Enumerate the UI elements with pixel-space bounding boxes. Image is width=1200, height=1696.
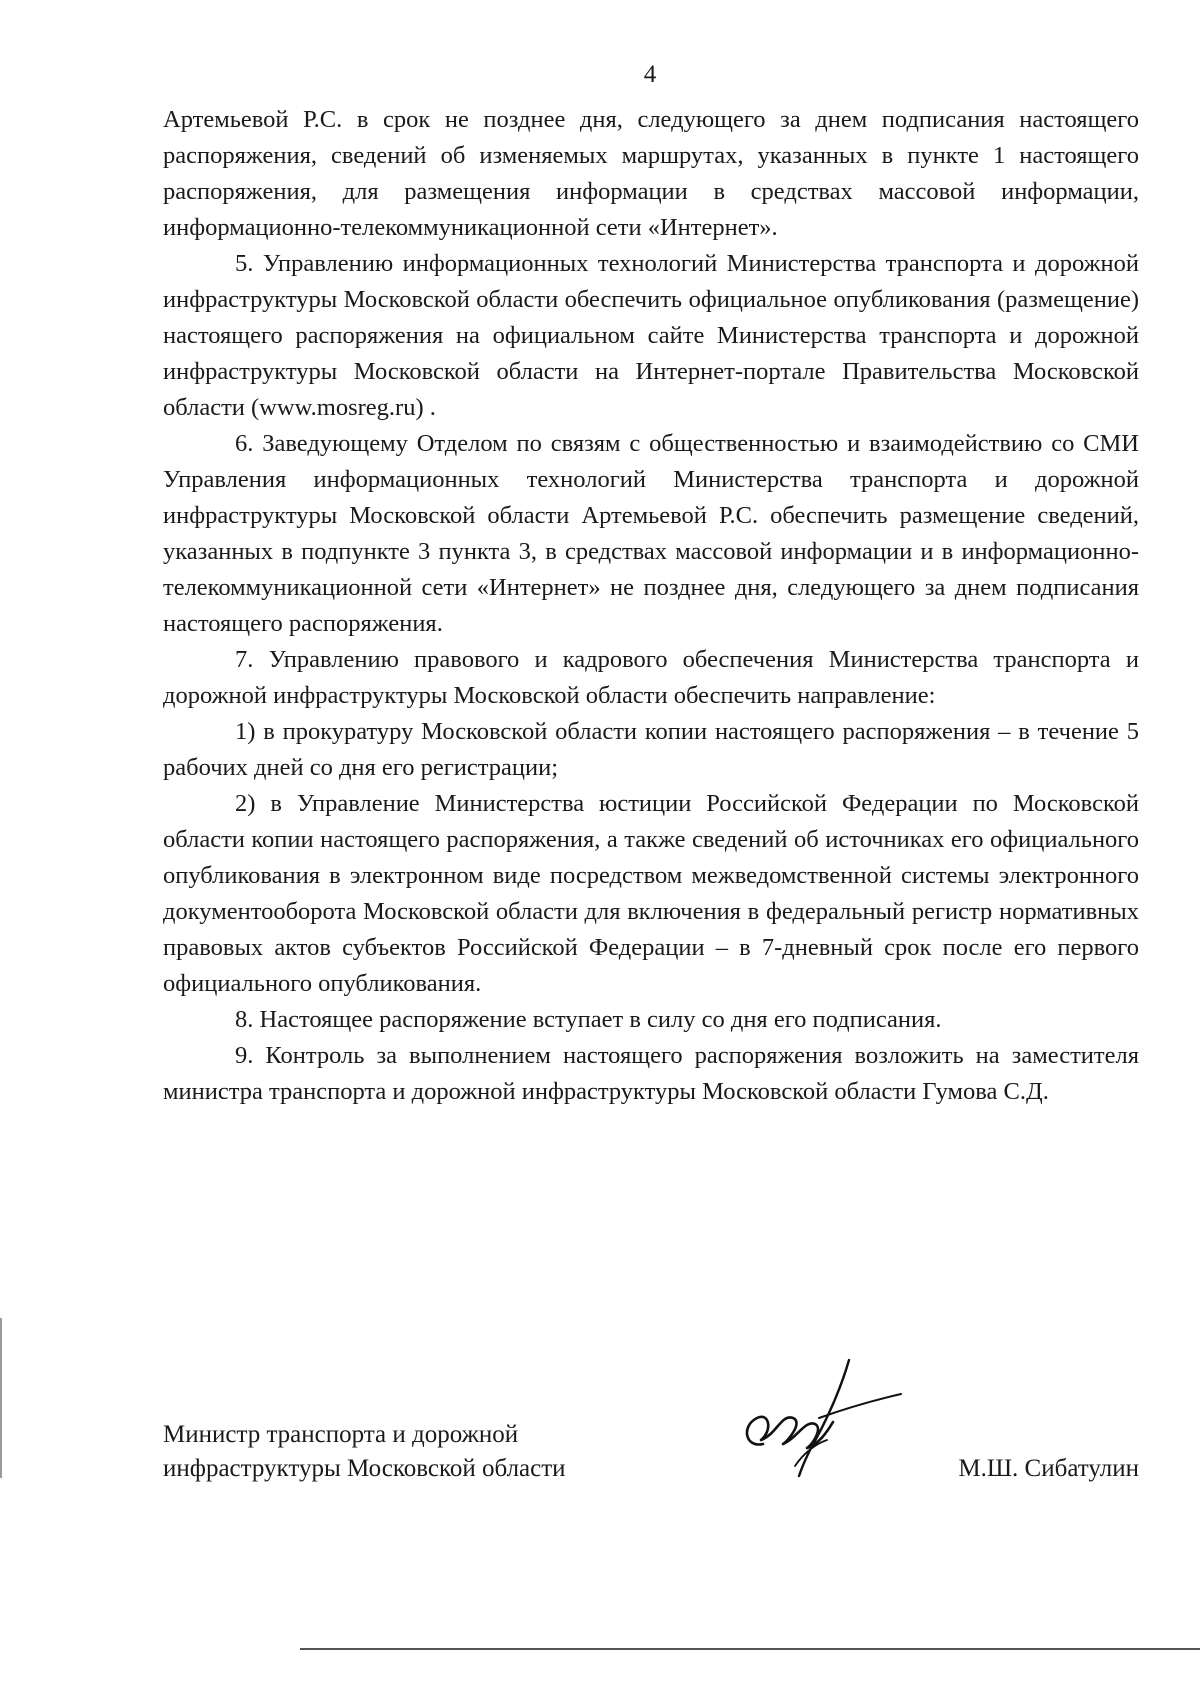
signature-drawing (723, 1348, 903, 1488)
paragraph-subitem-1: 1) в прокуратуру Московской области копии настоящего распоряжения – в течение 5 рабочих дней со дня его регистрации; (163, 718, 1139, 781)
page-number: 4 (643, 61, 657, 88)
paragraph-item-6: 6. Заведующему Отделом по связям с общественностью и взаимодействию со СМИ Управления информационных технологий Министерства транспорта и дорожной инфраструктуры Московской области Артемьевой Р.С. обеспечить размещение сведений, указанных в подпункте 3 пункта 3, в средствах массовой информации и в информационно-телекоммуникационной сети «Интернет» не позднее дня, следующего за днем подписания настоящего распоряжения. (163, 430, 1139, 637)
paragraph-item-9: 9. Контроль за выполнением настоящего распоряжения возложить на заместителя министра транспорта и дорожной инфраструктуры Московской области Гумова С.Д. (163, 1042, 1139, 1105)
document-body (163, 102, 1139, 1110)
paragraph-item-7: 7. Управлению правового и кадрового обеспечения Министерства транспорта и дорожной инфраструктуры Московской области обеспечить направление: (163, 646, 1139, 709)
paragraph-item-8: 8. Настоящее распоряжение вступает в силу со дня его подписания. (235, 1006, 942, 1033)
scan-edge-bottom (300, 1648, 1200, 1650)
scan-edge-left (0, 1318, 2, 1478)
paragraph-continuation: Артемьевой Р.С. в срок не позднее дня, следующего за днем подписания настоящего распоряжения, сведений об изменяемых маршрутах, указанных в пункте 1 настоящего распоряжения, для размещения информации в средствах массовой информации, информационно-телекоммуникационной сети «Интернет». (163, 106, 1139, 241)
signatory-title-line-2: инфраструктуры Московской области (163, 1455, 566, 1482)
paragraph-subitem-2: 2) в Управление Министерства юстиции Российской Федерации по Московской области копии настоящего распоряжения, а также сведений об источниках его официального опубликования в электронном виде посредством межведомственной системы электронного документооборота Московской области для включения в федеральный регистр нормативных правовых актов субъектов Российской Федерации – в 7-дневный срок после его первого официального опубликования. (163, 790, 1139, 997)
signatory-name: М.Ш. Сибатулин (958, 1455, 1139, 1482)
paragraph-item-5: 5. Управлению информационных технологий Министерства транспорта и дорожной инфраструктуры Московской области обеспечить официальное опубликования (размещение) настоящего распоряжения на официальном сайте Министерства транспорта и дорожной инфраструктуры Московской области на Интернет-портале Правительства Московской области (www.mosreg.ru) . (163, 250, 1139, 421)
signatory-title-line-1: Министр транспорта и дорожной (163, 1421, 519, 1448)
signature-block (163, 1418, 1139, 1508)
handwritten-signature (723, 1348, 903, 1488)
signatory-title (163, 1418, 566, 1486)
